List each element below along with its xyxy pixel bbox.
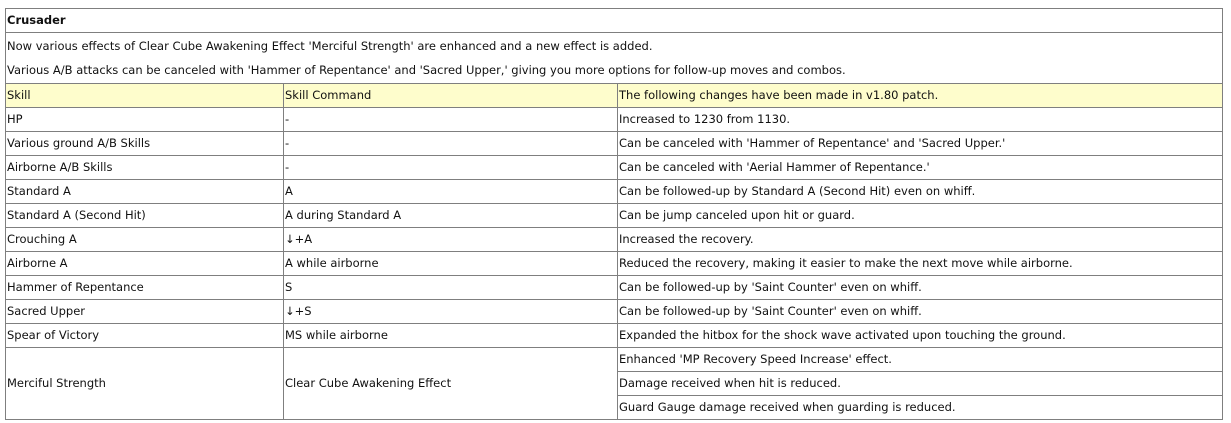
skill-cell: Airborne A <box>6 252 284 276</box>
skill-cell: Standard A <box>6 180 284 204</box>
skill-cell: HP <box>6 108 284 132</box>
change-cell: Damage received when hit is reduced. <box>618 372 1223 396</box>
header-skill: Skill <box>6 84 284 108</box>
change-cell: Can be jump canceled upon hit or guard. <box>618 204 1223 228</box>
intro-line: Various A/B attacks can be canceled with 'Hammer of Repentance' and 'Sacred Upper,' giving you more options for follow-up moves and combos. <box>7 63 846 77</box>
command-cell: A while airborne <box>284 252 618 276</box>
table-row <box>6 204 1223 228</box>
change-cell: Reduced the recovery, making it easier to make the next move while airborne. <box>618 252 1223 276</box>
command-cell: MS while airborne <box>284 324 618 348</box>
patch-notes-container <box>5 8 1222 420</box>
change-cell: Can be followed-up by Standard A (Second Hit) even on whiff. <box>618 180 1223 204</box>
table-row <box>6 156 1223 180</box>
change-cell: Enhanced 'MP Recovery Speed Increase' effect. <box>618 348 1223 372</box>
command-cell: - <box>284 156 618 180</box>
skill-cell: Crouching A <box>6 228 284 252</box>
command-cell: A during Standard A <box>284 204 618 228</box>
table-row <box>6 300 1223 324</box>
skill-cell: Various ground A/B Skills <box>6 132 284 156</box>
table-row <box>6 324 1223 348</box>
skill-cell: Sacred Upper <box>6 300 284 324</box>
header-changes: The following changes have been made in v1.80 patch. <box>618 84 1223 108</box>
skill-cell: Merciful Strength <box>6 348 284 420</box>
patch-notes-table <box>5 8 1223 420</box>
intro-row <box>6 33 1223 84</box>
title-row <box>6 9 1223 33</box>
change-cell: Can be canceled with 'Aerial Hammer of Repentance.' <box>618 156 1223 180</box>
command-cell: S <box>284 276 618 300</box>
table-row <box>6 228 1223 252</box>
header-command: Skill Command <box>284 84 618 108</box>
table-row <box>6 276 1223 300</box>
change-cell: Increased to 1230 from 1130. <box>618 108 1223 132</box>
change-cell: Expanded the hitbox for the shock wave activated upon touching the ground. <box>618 324 1223 348</box>
table-row <box>6 180 1223 204</box>
change-cell: Can be followed-up by 'Saint Counter' even on whiff. <box>618 276 1223 300</box>
change-cell: Can be canceled with 'Hammer of Repentance' and 'Sacred Upper.' <box>618 132 1223 156</box>
skill-cell: Airborne A/B Skills <box>6 156 284 180</box>
command-cell: A <box>284 180 618 204</box>
class-title: Crusader <box>6 9 1223 33</box>
skill-cell: Standard A (Second Hit) <box>6 204 284 228</box>
change-cell: Increased the recovery. <box>618 228 1223 252</box>
table-row <box>6 348 1223 372</box>
table-row <box>6 252 1223 276</box>
command-cell: Clear Cube Awakening Effect <box>284 348 618 420</box>
intro-line: Now various effects of Clear Cube Awakening Effect 'Merciful Strength' are enhanced and a new effect is added. <box>7 39 653 53</box>
change-cell: Can be followed-up by 'Saint Counter' even on whiff. <box>618 300 1223 324</box>
change-cell: Guard Gauge damage received when guarding is reduced. <box>618 396 1223 420</box>
header-row <box>6 84 1223 108</box>
command-cell: - <box>284 132 618 156</box>
table-row <box>6 108 1223 132</box>
command-cell: ↓+S <box>284 300 618 324</box>
table-row <box>6 132 1223 156</box>
intro-text <box>6 33 1223 84</box>
skill-cell: Hammer of Repentance <box>6 276 284 300</box>
command-cell: - <box>284 108 618 132</box>
command-cell: ↓+A <box>284 228 618 252</box>
skill-cell: Spear of Victory <box>6 324 284 348</box>
